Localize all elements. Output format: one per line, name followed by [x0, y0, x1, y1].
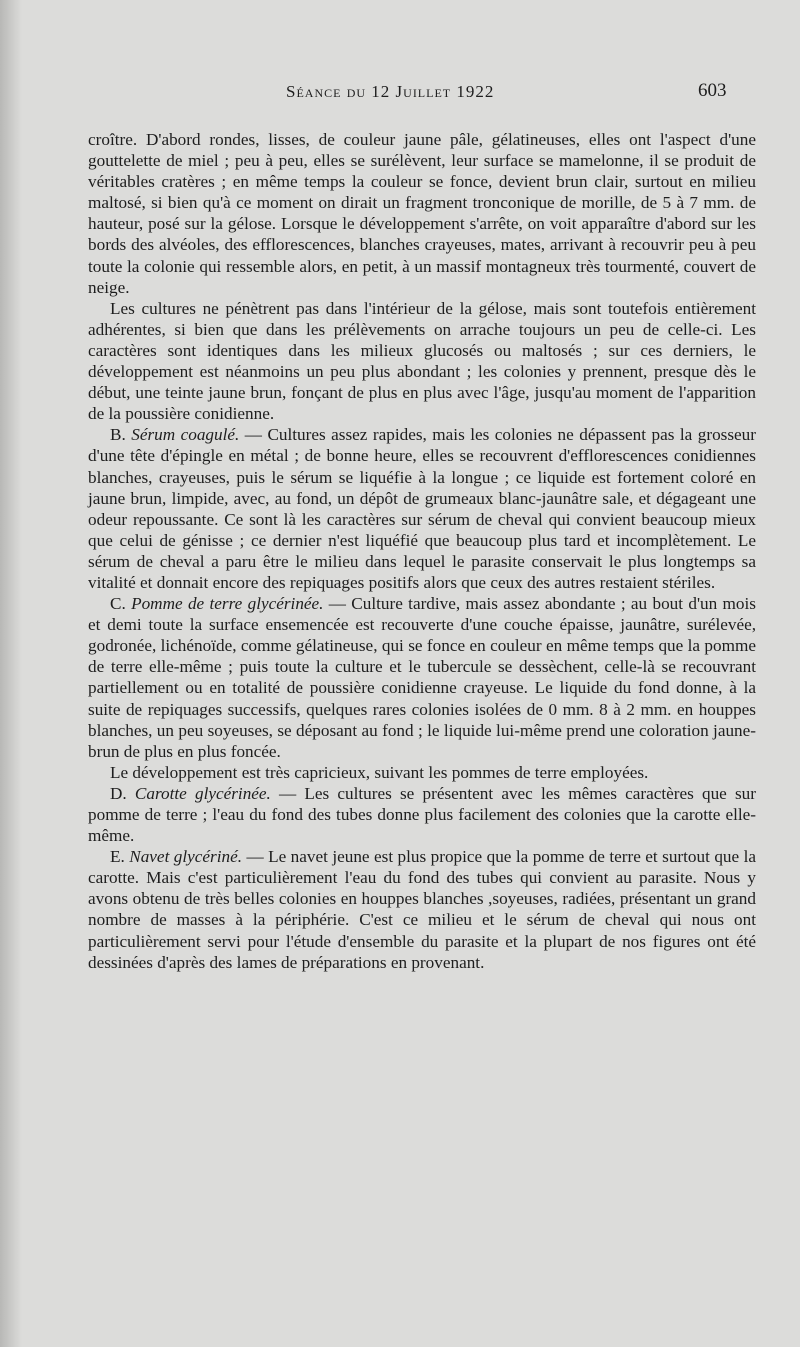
section-letter: C.	[110, 594, 132, 614]
paragraph-text: — Les cultures se présentent avec les mêmes caractères que sur pomme de terre ; l'eau du fond des tubes donne plus facilement des colonies que la carotte elle-même.	[88, 783, 756, 846]
running-head-title: Séance du 12 Juillet 1922	[286, 82, 495, 101]
section-title: Pomme de terre glycérinée.	[131, 594, 324, 614]
section-letter: D.	[110, 783, 135, 803]
paragraph-continuation	[88, 129, 756, 298]
paragraph-carotte	[88, 783, 756, 846]
paragraph-text: Les cultures ne pénètrent pas dans l'intérieur de la gélose, mais sont toutefois entièrement adhérentes, si bien que dans les prélèvements on arrache toujours un peu de celle-ci. Les caractères sont identiques dans les milieux glucosés ou maltosés ; sur ces derniers, le développement est néanmoins un peu plus abondant ; les colonies y prennent, presque dès le début, une teinte jaune brun, fonçant de plus en plus avec l'âge, jusqu'au moment de l'apparition de la poussière conidienne.	[88, 298, 756, 424]
section-letter: E.	[110, 847, 130, 867]
paragraph-text: — Culture tardive, mais assez abondante ; au bout d'un mois et demi toute la surface ensemencée est recouverte d'une couche épaisse, jaunâtre, surélevée, godronée, lichénoïde, comme gélatineuse, qui se fonce en couleur en même temps que la pomme de terre elle-même ; puis toute la culture et le tubercule se dessèchent, celle-là se recouvrant partiellement ou en totalité de poussière conidienne crayeuse. Le liquide du fond donne, à la suite de repiquages successifs, quelques rares colonies isolées de 0 mm. 8 à 2 mm. en houppes blanches, un peu soyeuses, se déposant au fond ; le liquide lui-même prend une coloration jaune-brun de plus en plus foncée.	[88, 594, 756, 761]
section-title: Navet glycériné.	[129, 847, 243, 867]
paragraph-serum	[88, 424, 756, 593]
page-gutter-shadow	[0, 0, 22, 1347]
paragraph-text: — Le navet jeune est plus propice que la pomme de terre et surtout que la carotte. Mais c'est particulièrement l'eau du fond des tubes qui convient au parasite. Nous y avons obtenu de très belles colonies en houppes blanches ,soyeuses, radiées, présentant un grand nombre de masses à la périphérie. C'est ce milieu et le sérum de cheval qui nous ont particulièrement servi pour l'étude d'ensemble du parasite et la plupart de nos figures ont été dessinées d'après des lames de préparations en provenant.	[88, 847, 756, 972]
paragraph-cultures	[88, 298, 756, 425]
paragraph-pomme	[88, 593, 756, 762]
paragraph-text: croître. D'abord rondes, lisses, de couleur jaune pâle, gélatineuses, elles ont l'aspect d'une gouttelette de miel ; peu à peu, elles se surélèvent, leur surface se mamelonne, il se produit de véritables cratères ; en même temps la couleur se fonce, devient brun clair, surtout en milieu maltosé, si bien qu'à ce moment on dirait un fragment tronconique de morille, de 5 à 7 mm. de hauteur, posé sur la gélose. Lorsque le développement s'arrête, on voit apparaître d'abord sur les bords des alvéoles, des efflorescences, blanches crayeuses, mates, arrivant à recouvrir peu à peu toute la colonie qui ressemble alors, en petit, à un massif montagneux très tourmenté, couvert de neige.	[88, 130, 756, 297]
paragraph-text: Le développement est très capricieux, suivant les pommes de terre employées.	[110, 762, 649, 782]
body-text	[88, 129, 756, 973]
running-head	[0, 78, 800, 108]
paragraph-text: — Cultures assez rapides, mais les colonies ne dépassent pas la grosseur d'une tête d'épingle en métal ; de bonne heure, elles se recouvrent d'efflorescences conidiennes blanches, crayeuses, puis le sérum se liquéfie à la longue ; ce liquide est fortement coloré en jaune brun, limpide, avec, au fond, un dépôt de grumeaux blanc-jaunâtre sale, et dégageant une odeur repoussante. Ce sont là les caractères sur sérum de cheval qui convient beaucoup mieux que celui de génisse ; ce dernier n'est liquéfié que beaucoup plus tard et incomplètement. Le sérum de cheval a paru être le milieu dans lequel le parasite conservait le plus longtemps sa vitalité et donnait encore des repiquages positifs alors que ceux des autres restaient stériles.	[88, 425, 756, 592]
page-number: 603	[698, 80, 727, 101]
paragraph-navet	[88, 846, 756, 973]
paragraph-developpement	[88, 762, 756, 783]
section-letter: B.	[110, 425, 132, 445]
section-title: Carotte glycérinée.	[134, 783, 271, 803]
section-title: Sérum coagulé.	[131, 425, 240, 445]
